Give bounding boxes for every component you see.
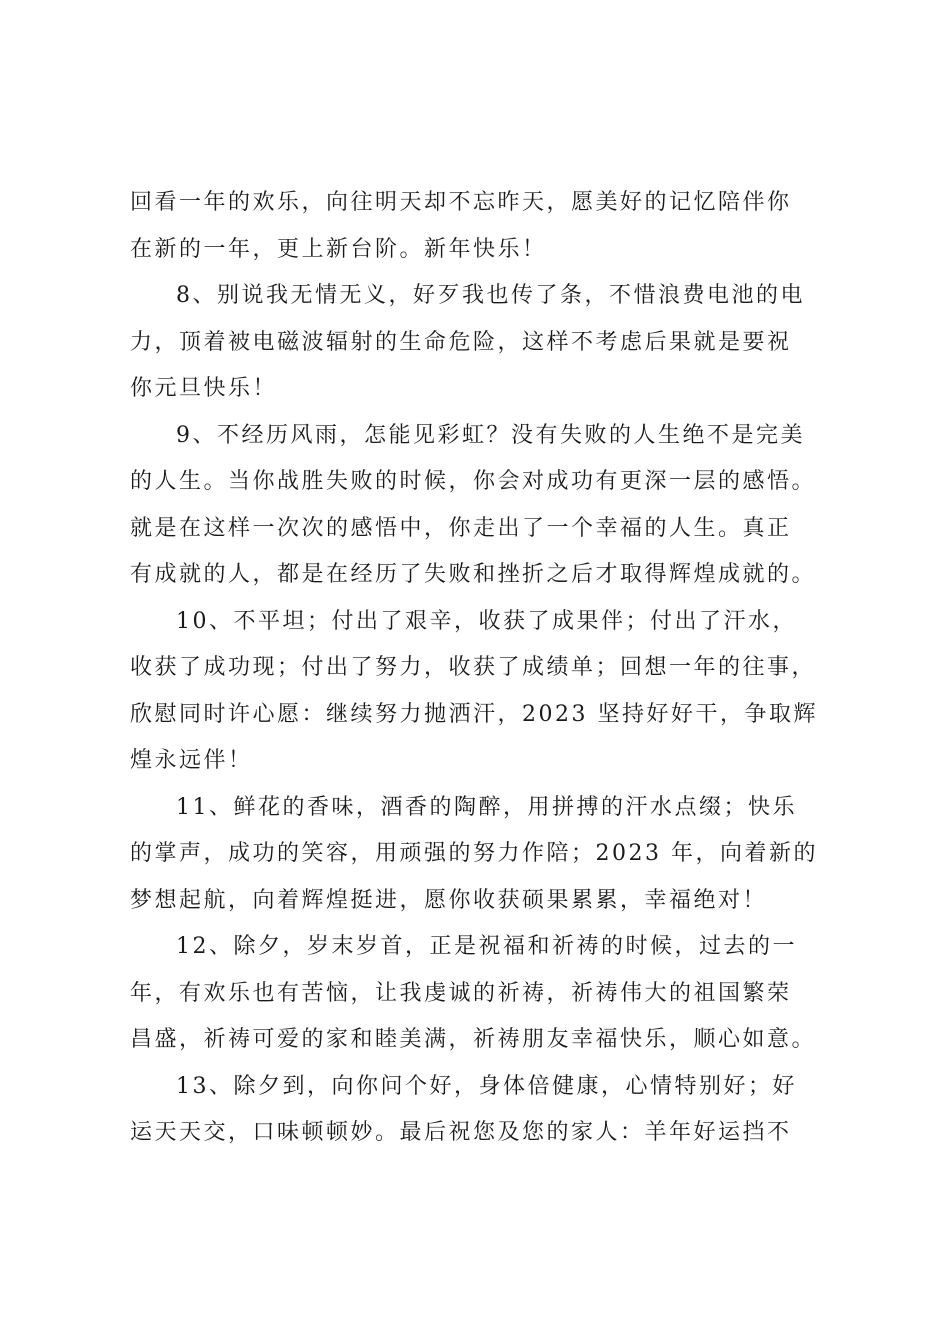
text-line: 在新的一年，更上新台阶。新年快乐！ xyxy=(130,236,547,262)
text-line: 收获了成功现；付出了努力，收获了成绩单；回想一年的往事， xyxy=(130,655,817,680)
body-text xyxy=(130,180,830,1157)
text-line: 运天天交，口味顿顿妙。最后祝您及您的家人：羊年好运挡不 xyxy=(130,1120,792,1145)
text-line: 回看一年的欢乐，向往明天却不忘昨天，愿美好的记忆陪伴你 xyxy=(130,190,792,215)
text-line: 你元旦快乐！ xyxy=(130,376,278,401)
text-line: 力，顶着被电磁波辐射的生命危险，这样不考虑后果就是要祝 xyxy=(130,329,792,355)
paragraph-start-12: 12、除夕，岁末岁首，正是祝福和祈祷的时候，过去的一 xyxy=(176,934,797,959)
text-line: 煌永远伴！ xyxy=(130,748,253,773)
text-line: 梦想起航，向着辉煌挺进，愿你收获硕果累累，幸福绝对！ xyxy=(130,887,768,913)
text-line: 欣慰同时许心愿：继续努力抛洒汗，2023 坚持好好干，争取辉 xyxy=(130,701,818,727)
paragraph-start-8: 8、别说我无情无义，好歹我也传了条，不惜浪费电池的电 xyxy=(176,283,805,308)
paragraph-start-13: 13、除夕到，向你问个好，身体倍健康，心情特别好；好 xyxy=(176,1073,797,1099)
text-line: 年，有欢乐也有苦恼，让我虔诚的祈祷，祈祷伟大的祖国繁荣 xyxy=(130,980,792,1006)
text-line: 的掌声，成功的笑容，用顽强的努力作陪；2023 年，向着新的 xyxy=(130,841,818,866)
text-line: 昌盛，祈祷可爱的家和睦美满，祈祷朋友幸福快乐，顺心如意。 xyxy=(130,1027,817,1052)
paragraph-start-11: 11、鲜花的香味，酒香的陶醉，用拼搏的汗水点缀；快乐 xyxy=(176,794,797,820)
paragraph-start-10: 10、不平坦；付出了艰辛，收获了成果伴；付出了汗水， xyxy=(176,608,797,634)
text-line: 有成就的人，都是在经历了失败和挫折之后才取得辉煌成就的。 xyxy=(130,562,817,587)
paragraph-start-9: 9、不经历风雨，怎能见彩虹？没有失败的人生绝不是完美 xyxy=(176,422,805,448)
text-line: 就是在这样一次次的感悟中，你走出了一个幸福的人生。真正 xyxy=(130,515,792,541)
text-line: 的人生。当你战胜失败的时候，你会对成功有更深一层的感悟。 xyxy=(130,469,817,494)
